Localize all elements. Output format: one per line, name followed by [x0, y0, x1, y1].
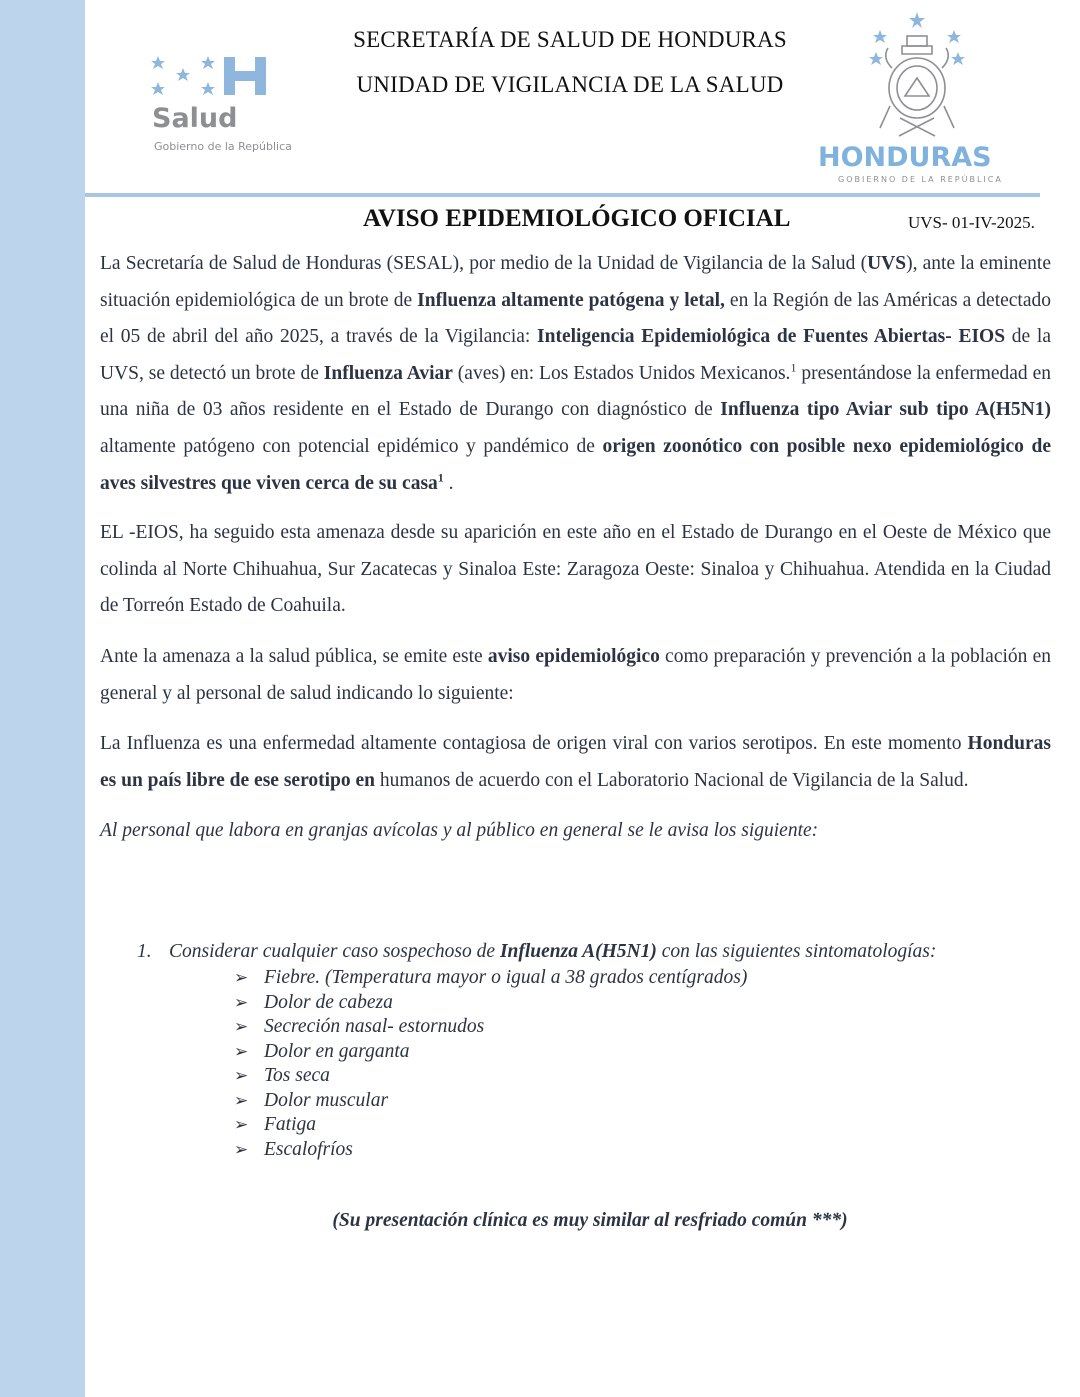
- left-margin-bar: [0, 0, 85, 1397]
- symptom-item: ➢ Dolor en garganta: [234, 1040, 747, 1065]
- salud-logo: [148, 52, 308, 162]
- svg-text:GOBIERNO DE LA REPÚBLICA: GOBIERNO DE LA REPÚBLICA: [838, 175, 1003, 184]
- arrow-bullet-icon: ➢: [234, 1139, 249, 1160]
- paragraph-4: La Influenza es una enfermedad altamente contagiosa de origen viral con varios serotipos. En este momento Honduras es un país libre de ese serotipo en humanos de acuerdo con el Laboratorio Nacional de Vigilancia de la Salud.: [100, 733, 1051, 791]
- star-icon: [869, 12, 965, 65]
- header-divider: [85, 193, 1040, 197]
- star-icon: [151, 56, 165, 69]
- symptom-item: ➢ Tos seca: [234, 1064, 747, 1089]
- arrow-bullet-icon: ➢: [234, 992, 249, 1013]
- symptom-item: ➢ Fiebre. (Temperatura mayor o igual a 38 grados centígrados): [234, 966, 747, 991]
- symptom-item: ➢ Escalofríos: [234, 1138, 747, 1163]
- arrow-bullet-icon: ➢: [234, 1115, 249, 1135]
- symptom-item: ➢ Fatiga: [234, 1113, 747, 1138]
- header-title-line1: SECRETARÍA DE SALUD DE HONDURAS: [353, 27, 787, 52]
- intro-italic: Al personal que labora en granjas avícolas y al público en general se le avisa los siguiente:: [100, 820, 819, 842]
- paragraph-1: La Secretaría de Salud de Honduras (SESAL), por medio de la Unidad de Vigilancia de la Salud (UVS), ante la eminente situación epidemiológica de un brote de Influenza altamente patógena y letal, en la Región de las Américas a detectado el 05 de abril del año 2025, a través de la Vigilancia: Inteligencia Epidemiológica de Fuentes Abiertas- EIOS de la UVS, se detectó un brote de Influenza Aviar (aves) en: Los Estados Unidos Mexicanos.$^1$ presentándose la enfermedad en una niña de 03 años residente en el Estado de Durango con diagnóstico de Influenza tipo Aviar sub tipo A(H5N1) altamente patógeno con potencial epidémico y pandémico de origen zoonótico con posible nexo epidemiológico de aves silvestres que viven cerca de su casa$^1$ .: [100, 253, 1052, 494]
- footnote-ref: 1: [437, 470, 444, 485]
- symptom-item: ➢ Dolor muscular: [234, 1089, 747, 1114]
- arrow-bullet-icon: ➢: [234, 968, 249, 988]
- star-icon: [151, 82, 165, 95]
- numbered-item-1: 1. Considerar cualquier caso sospechoso de Influenza A(H5N1) con las siguientes sintomatologías:: [137, 941, 937, 962]
- closing-note: (Su presentación clínica es muy similar al resfriado común ***): [332, 1210, 848, 1231]
- star-icon: [176, 68, 190, 81]
- notice-code: UVS- 01-IV-2025.: [908, 213, 1035, 232]
- arrow-bullet-icon: ➢: [234, 1041, 249, 1062]
- arrow-bullet-icon: ➢: [234, 1090, 249, 1111]
- svg-text:Salud: Salud: [152, 103, 238, 134]
- symptom-list: [234, 966, 747, 1162]
- symptom-item: ➢ Dolor de cabeza: [234, 991, 747, 1016]
- arrow-bullet-icon: ➢: [234, 1017, 249, 1037]
- paragraph-3: Ante la amenaza a la salud pública, se emite este aviso epidemiológico como preparación y prevención a la población en general y al personal de salud indicando lo siguiente:: [100, 645, 1051, 704]
- honduras-logo: [810, 8, 1025, 188]
- svg-text:HONDURAS: HONDURAS: [818, 142, 992, 173]
- svg-text:Gobierno de la República: Gobierno de la República: [154, 140, 292, 153]
- star-icon: [201, 82, 215, 95]
- arrow-bullet-icon: ➢: [234, 1066, 249, 1086]
- item-number: 1.: [137, 941, 152, 962]
- symptom-item: ➢ Secreción nasal- estornudos: [234, 1015, 747, 1040]
- document-body: [100, 246, 1051, 850]
- header-title-line2: UNIDAD DE VIGILANCIA DE LA SALUD: [356, 72, 784, 97]
- notice-title: AVISO EPIDEMIOLÓGICO OFICIAL: [363, 205, 791, 232]
- coat-of-arms-icon: [880, 36, 954, 136]
- star-icon: [201, 56, 215, 69]
- paragraph-2: EL -EIOS, ha seguido esta amenaza desde su aparición en este año en el Estado de Durango en el Oeste de México que colinda al Norte Chihuahua, Sur Zacatecas y Sinaloa Este: Zaragoza Oeste: Sinaloa y Chihuahua. Atendida en la Ciudad de Torreón Estado de Coahuila.: [100, 522, 1051, 617]
- footnote-ref: 1: [790, 360, 797, 375]
